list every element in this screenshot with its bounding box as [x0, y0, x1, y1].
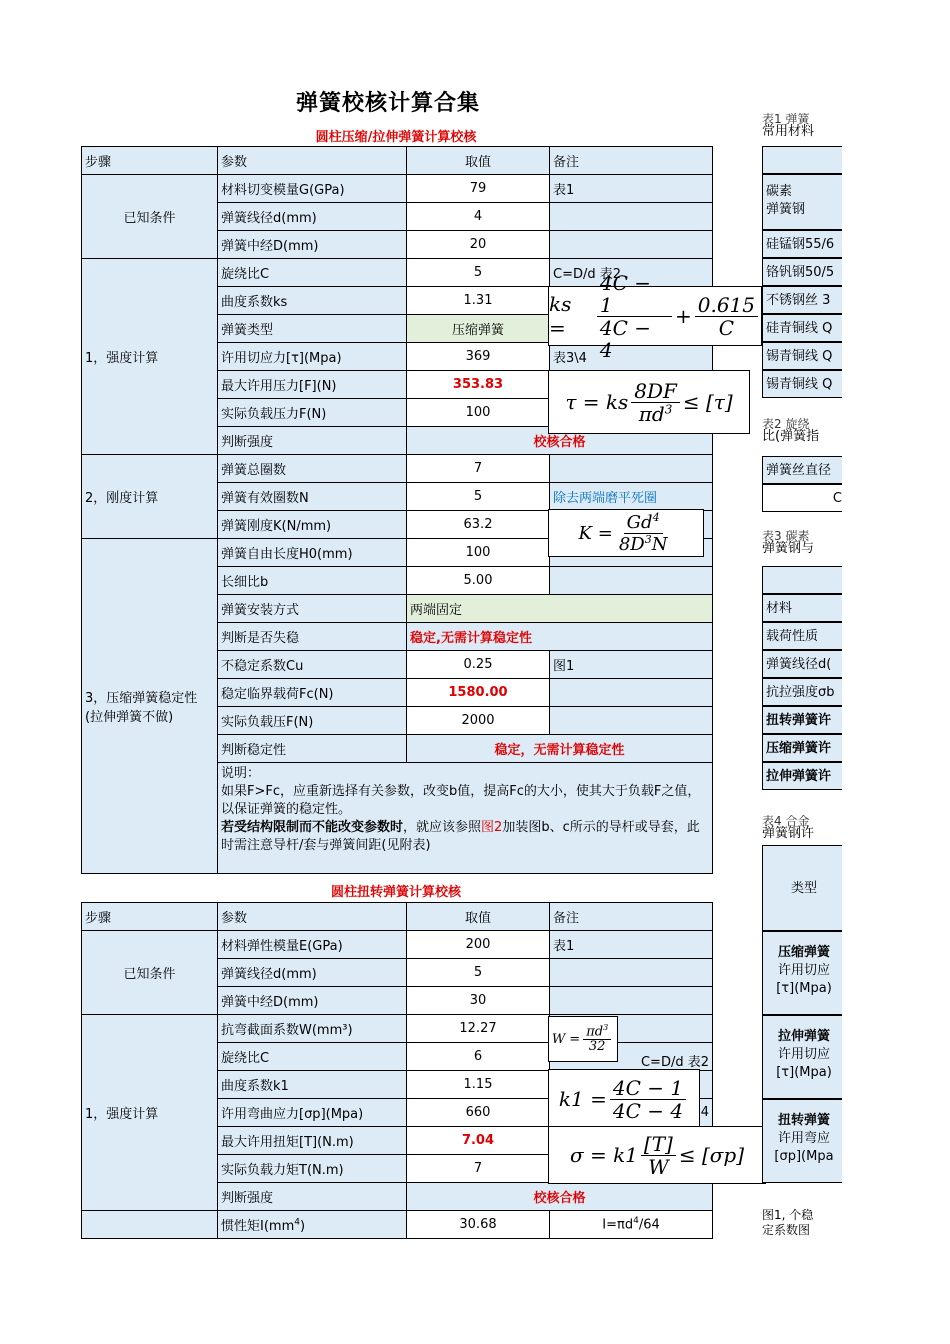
buckling-result: 稳定,无需计算稳定性 [407, 623, 713, 651]
value-cell[interactable]: 1.31 [407, 287, 550, 315]
table1-row: 硅锰钢55/6 [762, 230, 842, 258]
strength-result: 校核合格 [407, 427, 713, 455]
value-cell[interactable]: 5 [407, 259, 550, 287]
value-cell[interactable]: 353.83 [407, 371, 550, 399]
note-cell [550, 203, 713, 231]
strength-result: 校核合格 [407, 1183, 713, 1211]
remark-rest2: 加装图b、c所示的导杆或导套，此时需注意导杆/套与弹簧间距(见附表) [221, 820, 700, 853]
table4-row: 扭转弹簧 许用弯应 [σp](Mpa [762, 1099, 842, 1183]
table-header-row [82, 903, 713, 931]
table-row [82, 931, 713, 959]
section2-subtitle: 圆柱扭转弹簧计算校核 [330, 885, 461, 900]
note-cell: 表1 [550, 175, 713, 203]
param-cell: 惯性矩$I(mm^4)$ [218, 1211, 407, 1239]
param-cell: 弹簧线径d(mm) [218, 959, 407, 987]
remark-cell [218, 763, 713, 874]
formula-k: K = $\frac{Gd^4}{8D^3N}$ [548, 509, 704, 557]
param-cell: 弹簧有效圈数N [218, 483, 407, 511]
param-cell: 许用弯曲应力[σp](Mpa) [218, 1099, 407, 1127]
param-cell: 曲度系数ks [218, 287, 407, 315]
table3-title: 表3 碳素 弹簧钢与 [762, 530, 815, 556]
section1-subtitle: 圆柱压缩/拉伸弹簧计算校核 [315, 130, 477, 145]
param-cell: 稳定临界载荷Fc(N) [218, 679, 407, 707]
value-cell[interactable]: 5 [407, 483, 550, 511]
param-cell: 弹簧中经D(mm) [218, 987, 407, 1015]
table1-row: 硅青铜线 Q [762, 314, 842, 342]
table4-title: 表4 合金 弹簧钢许 [762, 815, 815, 841]
table1-row: 铬钒钢50/5 [762, 258, 842, 286]
table3-row: 抗拉强度σb [762, 678, 842, 706]
value-cell[interactable]: 30 [407, 987, 550, 1015]
figure1-caption: 图1, 个稳 定系数图 [762, 1208, 814, 1236]
note-cell [550, 455, 713, 483]
param-cell: 抗弯截面系数W(mm³) [218, 1015, 407, 1043]
param-cell: 长细比b [218, 567, 407, 595]
table1-row: 碳素 弹簧钢 [762, 174, 842, 230]
group-known: 已知条件 [82, 175, 218, 259]
value-cell[interactable]: 79 [407, 175, 550, 203]
header-note: 备注 [550, 147, 713, 175]
note-cell [550, 707, 713, 735]
table3-row: 载荷性质 [762, 622, 842, 650]
value-cell[interactable]: 5.00 [407, 567, 550, 595]
param-cell: 不稳定系数Cu [218, 651, 407, 679]
value-cell[interactable]: 0.25 [407, 651, 550, 679]
note-cell: C=D/d 表2 [550, 259, 713, 287]
remark-bold: 若受结构限制而不能改变参数时 [221, 820, 404, 835]
param-cell: 判断强度 [218, 427, 407, 455]
table4-header: 类型 [762, 845, 842, 931]
param-cell: 判断是否失稳 [218, 623, 407, 651]
header-param: 参数 [218, 147, 407, 175]
value-cell[interactable]: 7.04 [407, 1127, 550, 1155]
param-cell: 弹簧刚度K(N/mm) [218, 511, 407, 539]
note-cell [550, 987, 713, 1015]
param-cell: 许用切应力[τ](Mpa) [218, 343, 407, 371]
value-cell[interactable]: 12.27 [407, 1015, 550, 1043]
note-cell: 除去两端磨平死圈 [550, 483, 713, 511]
value-cell[interactable]: 660 [407, 1099, 550, 1127]
value-cell[interactable]: 1580.00 [407, 679, 550, 707]
param-cell: 材料切变模量G(GPa) [218, 175, 407, 203]
value-cell[interactable]: 63.2 [407, 511, 550, 539]
value-cell[interactable]: 4 [407, 203, 550, 231]
note-cell: 表3\4 [550, 343, 713, 371]
stability-result: 稳定，无需计算稳定性 [407, 735, 713, 763]
table1-row: 锡青铜线 Q [762, 342, 842, 370]
header-step: 步骤 [82, 903, 218, 931]
param-cell: 实际负载压力F(N) [218, 399, 407, 427]
remark-line3 [221, 819, 709, 855]
value-cell[interactable]: 7 [407, 455, 550, 483]
page-title: 弹簧校核计算合集 [296, 91, 481, 116]
note-cell: C=D/d 表2 [550, 1043, 713, 1071]
note-cell: $I=\pi d^4/64$ [550, 1211, 713, 1239]
param-cell: 实际负载力矩T(N.m) [218, 1155, 407, 1183]
header-param: 参数 [218, 903, 407, 931]
value-cell[interactable]: 200 [407, 931, 550, 959]
formula-k1: k1 = $\frac{4C - 1}{4C - 4}$ [548, 1069, 700, 1129]
param-cell: 材料弹性模量E(GPa) [218, 931, 407, 959]
note-cell: 4 [550, 1099, 713, 1127]
table1-title: 表1 弹簧 常用材料 [762, 113, 815, 139]
param-cell: 判断强度 [218, 1183, 407, 1211]
note-cell [550, 231, 713, 259]
note-cell [550, 679, 713, 707]
value-cell[interactable]: 100 [407, 399, 550, 427]
value-cell[interactable]: 1.15 [407, 1071, 550, 1099]
param-cell: 弹簧总圈数 [218, 455, 407, 483]
param-cell: 最大许用扭矩[T](N.m) [218, 1127, 407, 1155]
formula-w: W = $\frac{\pi d^3}{32}$ [548, 1016, 618, 1062]
table3-header [762, 566, 842, 594]
param-cell: 最大许用压力[F](N) [218, 371, 407, 399]
value-cell[interactable]: 6 [407, 1043, 550, 1071]
value-cell[interactable]: 20 [407, 231, 550, 259]
table4-row: 压缩弹簧 许用切应 [τ](Mpa) [762, 931, 842, 1015]
remark-line2: 如果F>Fc，应重新选择有关参数，改变b值，提高Fc的大小，使其大于负载F之值，以保证弹簧的稳定性。 [221, 784, 701, 817]
value-cell[interactable]: 5 [407, 959, 550, 987]
table3-row: 扭转弹簧许 [762, 706, 842, 734]
table3-row: 弹簧线径d( [762, 650, 842, 678]
table2-title: 表2 旋绕 比(弹簧指 [762, 418, 820, 444]
figure2-link[interactable]: 图2 [481, 820, 503, 835]
group-stiffness: 2，刚度计算 [82, 455, 218, 539]
value-cell[interactable]: 30.68 [407, 1211, 550, 1239]
header-note: 备注 [550, 903, 713, 931]
param-cell: 判断稳定性 [218, 735, 407, 763]
value-cell[interactable]: 100 [407, 539, 550, 567]
param-cell: 弹簧自由长度H0(mm) [218, 539, 407, 567]
value-cell[interactable]: 2000 [407, 707, 550, 735]
header-step: 步骤 [82, 147, 218, 175]
table3-row: 材料 [762, 594, 842, 622]
table3-row: 压缩弹簧许 [762, 734, 842, 762]
table2-row: 弹簧丝直径 [762, 456, 842, 484]
group-empty [82, 1211, 218, 1239]
table-header-row [82, 147, 713, 175]
value-cell[interactable]: 7 [407, 1155, 550, 1183]
param-cell: 旋绕比C [218, 259, 407, 287]
group-known: 已知条件 [82, 931, 218, 1015]
formula-sigma: σ = k1 $\frac{[T]}{W}$ ≤ [σp] [548, 1126, 766, 1184]
group-stability: 3，压缩弹簧稳定性(拉伸弹簧不做) [82, 539, 218, 874]
param-cell: 实际负载压F(N) [218, 707, 407, 735]
group-strength: 1，强度计算 [82, 259, 218, 455]
spring-type-select[interactable]: 压缩弹簧 [407, 315, 550, 343]
table2-row: C [762, 484, 842, 512]
table-row [82, 175, 713, 203]
remark-line1: 说明： [221, 766, 261, 781]
param-cell: 弹簧类型 [218, 315, 407, 343]
header-value: 取值 [407, 147, 550, 175]
param-cell: 曲度系数k1 [218, 1071, 407, 1099]
value-cell[interactable]: 369 [407, 343, 550, 371]
table3-row: 拉伸弹簧许 [762, 762, 842, 790]
formula-ks: ks = $\frac{4C - 1}{4C - 4}$ + $\frac{0.615}{C}$ [548, 286, 762, 346]
table-row [82, 1211, 713, 1239]
install-method-select[interactable]: 两端固定 [407, 595, 713, 623]
note-cell [550, 959, 713, 987]
table1-row: 锡青铜线 Q [762, 370, 842, 398]
table1-row: 不锈钢丝 3 [762, 286, 842, 314]
note-cell [550, 567, 713, 595]
note-cell: 图1 [550, 651, 713, 679]
param-cell: 弹簧安装方式 [218, 595, 407, 623]
note-cell: 表1 [550, 931, 713, 959]
group-strength: 1，强度计算 [82, 1015, 218, 1211]
remark-rest1: ，就应该参照 [403, 820, 482, 835]
header-value: 取值 [407, 903, 550, 931]
param-cell: 旋绕比C [218, 1043, 407, 1071]
table1-header [762, 146, 842, 174]
formula-tau: τ = ks $\frac{8DF}{\pi d^3}$ ≤ [τ] [548, 370, 750, 434]
param-cell: 弹簧线径d(mm) [218, 203, 407, 231]
param-cell: 弹簧中经D(mm) [218, 231, 407, 259]
table-row [82, 455, 713, 483]
table4-row: 拉伸弹簧 许用切应 [τ](Mpa) [762, 1015, 842, 1099]
